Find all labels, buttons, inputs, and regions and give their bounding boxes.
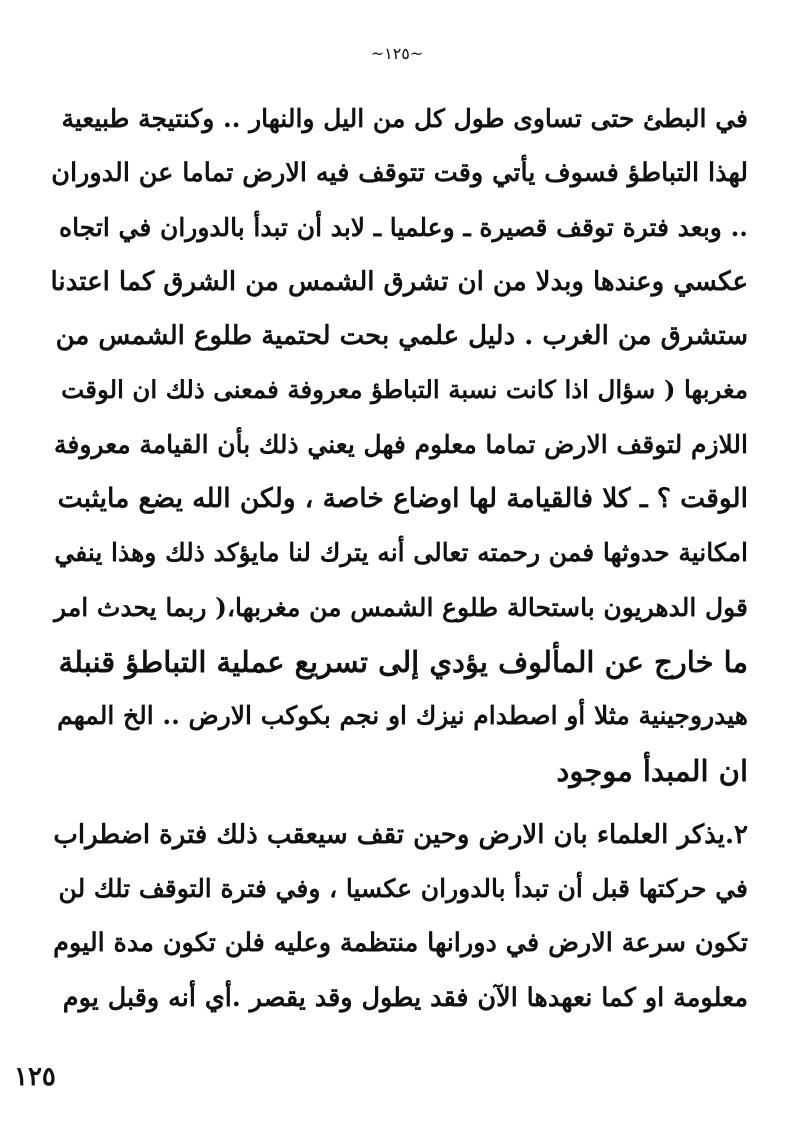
text-line: عكسي وعندها وبدلا من ان تشرق الشمس من الشرق كما اعتدنا [50, 266, 748, 297]
paragraph-1 [50, 92, 748, 798]
text-line: ٢.يذكر العلماء بان الارض وحين تقف سيعقب ذلك فترة اضطراب [53, 819, 748, 850]
text-line: امكانية حدوثها فمن رحمته تعالى أنه يترك لنا مايؤكد ذلك وهذا ينفي [54, 538, 748, 568]
text-line: قول الدهريون باستحالة طلوع الشمس من مغربها،( ربما يحدث امر [54, 592, 748, 622]
paragraph-spacer [50, 798, 748, 808]
page-number: ١٢٥ [14, 1062, 56, 1092]
paragraph-2 [50, 808, 748, 1025]
body-text [50, 92, 748, 1025]
text-line: في البطئ حتى تساوى طول كل من اليل والنهار .. وكنتيجة طبيعية [61, 104, 748, 133]
page-header: ~١٢٥~ [370, 44, 424, 63]
text-line: ستشرق من الغرب . دليل علمي بحت لحتمية طلوع الشمس من [55, 321, 748, 352]
text-line: هيدروجينية مثلا أو اصطدام نيزك او نجم بكوكب الارض .. الخ المهم [57, 701, 748, 731]
text-line: ان المبدأ موجود [556, 753, 748, 788]
text-line: مغربها ( سؤال اذا كانت نسبة التباطؤ معروفة فمعنى ذلك ان الوقت [61, 375, 748, 405]
text-line: في حركتها قبل أن تبدأ بالدوران عكسيا ، وفي فترة التوقف تلك لن [58, 874, 748, 904]
text-line: معلومة او كما نعهدها الآن فقد يطول وقد يقصر .أي أنه وقبل يوم [62, 982, 748, 1013]
text-line: ما خارج عن المألوف يؤدي إلى تسريع عملية التباطؤ قنبلة [58, 644, 748, 679]
text-line: اللازم لتوقف الارض تماما معلوم فهل يعني ذلك بأن القيامة معروفة [53, 429, 748, 459]
text-line: تكون سرعة الارض في دورانها منتظمة وعليه فلن تكون مدة اليوم [53, 928, 748, 959]
text-line: .. وبعد فترة توقف قصيرة ـ وعلميا ـ لابد أن تبدأ بالدوران في اتجاه [59, 212, 748, 242]
text-line: الوقت ؟ ـ كلا فالقيامة لها اوضاع خاصة ، ولكن الله يضع مايثبت [57, 483, 748, 515]
text-line: لهذا التباطؤ فسوف يأتي وقت تتوقف فيه الارض تماما عن الدوران [51, 158, 748, 189]
